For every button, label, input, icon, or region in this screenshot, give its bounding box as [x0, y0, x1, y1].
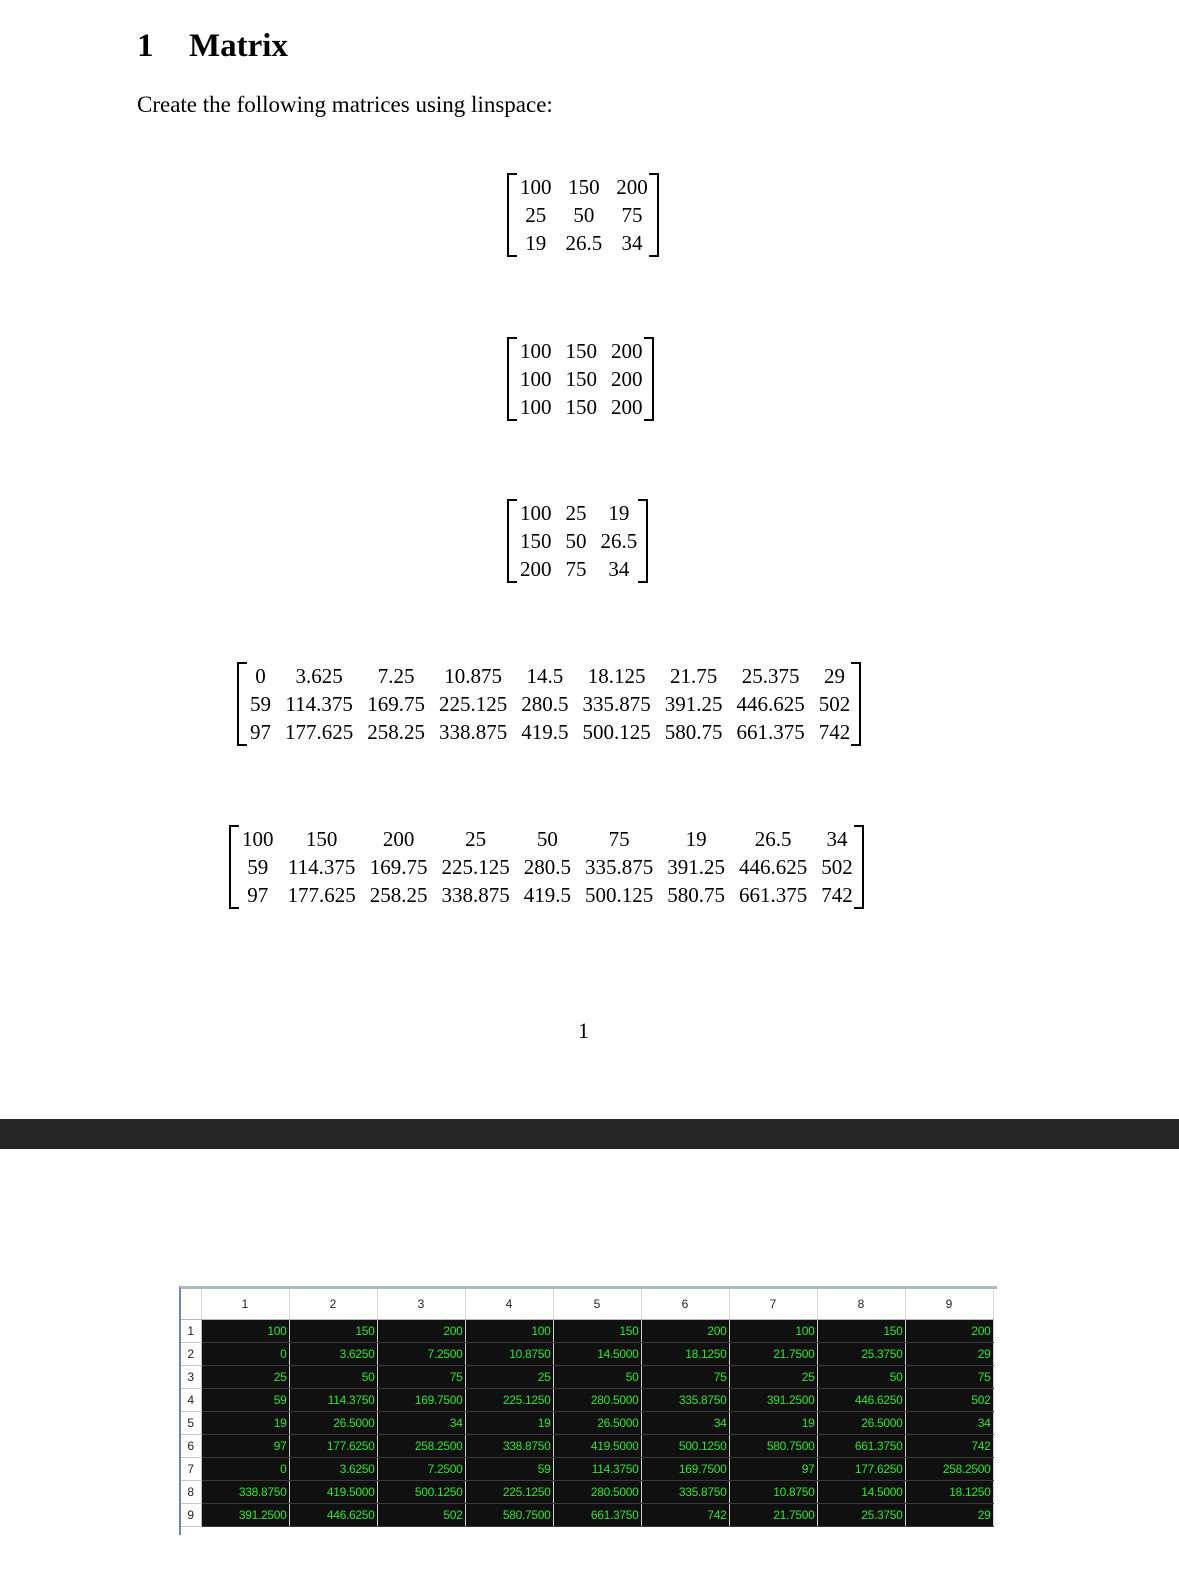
grid-cell[interactable]: 258.2500 — [377, 1435, 465, 1458]
grid-cell[interactable]: 50 — [553, 1366, 641, 1389]
matrix-entry: 97 — [247, 883, 269, 907]
grid-cell[interactable]: 150 — [553, 1320, 641, 1343]
grid-cell[interactable]: 34 — [905, 1412, 993, 1435]
grid-cell[interactable]: 0 — [201, 1343, 289, 1366]
matrix-entry: 200 — [611, 367, 643, 391]
grid-cell[interactable]: 391.2500 — [729, 1389, 817, 1412]
grid-cell[interactable]: 150 — [289, 1320, 377, 1343]
matrix-entry: 100 — [520, 501, 552, 525]
matrix-row — [518, 229, 648, 257]
grid-cell[interactable]: 25 — [201, 1366, 289, 1389]
matrix-1 — [507, 173, 659, 257]
separator-bar — [0, 1119, 1179, 1149]
grid-cell[interactable]: 225.1250 — [465, 1389, 553, 1412]
right-bracket — [644, 337, 654, 421]
matrix-entry: 50 — [536, 827, 558, 851]
spreadsheet-table — [181, 1289, 994, 1527]
grid-cell[interactable]: 150 — [817, 1320, 905, 1343]
matrix-4 — [237, 662, 861, 746]
grid-cell[interactable]: 258.2500 — [905, 1458, 993, 1481]
row-header[interactable]: 3 — [181, 1366, 201, 1389]
matrix-row — [518, 201, 648, 229]
table-row — [181, 1412, 993, 1435]
table-row — [181, 1435, 993, 1458]
matrix-entry: 75 — [608, 827, 630, 851]
matrix-row — [240, 825, 853, 853]
matrix-entry: 150 — [568, 175, 600, 199]
left-bracket — [237, 662, 247, 746]
matrix-entry: 25 — [465, 827, 487, 851]
matrix-entry: 26.5 — [600, 529, 638, 553]
grid-cell[interactable]: 742 — [641, 1504, 729, 1527]
grid-cell[interactable]: 19 — [201, 1412, 289, 1435]
left-bracket — [507, 173, 517, 257]
column-header-row — [181, 1289, 993, 1320]
matrix-5-table — [240, 825, 853, 909]
matrix-entry: 200 — [611, 339, 643, 363]
grid-cell[interactable]: 18.1250 — [641, 1343, 729, 1366]
matrix-row — [518, 365, 643, 393]
grid-cell[interactable]: 25 — [729, 1366, 817, 1389]
right-bracket — [649, 173, 659, 257]
matrix-entry: 19 — [608, 501, 630, 525]
matrix-row — [248, 662, 850, 690]
matrix-entry: 100 — [520, 395, 552, 419]
grid-cell[interactable]: 26.5000 — [817, 1412, 905, 1435]
grid-cell[interactable]: 100 — [729, 1320, 817, 1343]
section-heading — [137, 28, 288, 65]
matrix-2-table — [518, 337, 643, 421]
grid-cell[interactable]: 419.5000 — [553, 1435, 641, 1458]
column-header[interactable]: 5 — [553, 1289, 641, 1320]
matrix-entry: 258.25 — [367, 720, 425, 744]
grid-cell[interactable]: 169.7500 — [641, 1458, 729, 1481]
column-header[interactable]: 7 — [729, 1289, 817, 1320]
grid-cell[interactable]: 7.2500 — [377, 1343, 465, 1366]
grid-cell[interactable]: 50 — [289, 1366, 377, 1389]
matrix-entry: 280.5 — [521, 692, 569, 716]
matrix-entry: 75 — [565, 557, 587, 581]
matrix-entry: 10.875 — [444, 664, 502, 688]
grid-cell[interactable]: 19 — [465, 1412, 553, 1435]
table-row — [181, 1389, 993, 1412]
grid-cell[interactable]: 580.7500 — [465, 1504, 553, 1527]
matrix-row — [518, 173, 648, 201]
matrix-2 — [507, 337, 654, 421]
matrix-entry: 177.625 — [285, 720, 354, 744]
grid-cell[interactable]: 7.2500 — [377, 1458, 465, 1481]
matrix-row — [248, 690, 850, 718]
grid-cell[interactable]: 200 — [905, 1320, 993, 1343]
matrix-entry: 97 — [250, 720, 271, 744]
matrix-entry: 19 — [525, 231, 547, 255]
matrix-5 — [229, 825, 864, 909]
matrix-4-table — [248, 662, 850, 746]
table-row — [181, 1504, 993, 1527]
matrix-entry: 200 — [616, 175, 648, 199]
grid-cell[interactable]: 0 — [201, 1458, 289, 1481]
matrix-3 — [507, 499, 648, 583]
grid-cell[interactable]: 18.1250 — [905, 1481, 993, 1504]
grid-cell[interactable]: 34 — [377, 1412, 465, 1435]
table-row — [181, 1343, 993, 1366]
row-header[interactable]: 1 — [181, 1320, 201, 1343]
grid-cell[interactable]: 502 — [377, 1504, 465, 1527]
matrix-entry: 500.125 — [582, 720, 651, 744]
matrix-entry: 25 — [565, 501, 587, 525]
matrix-entry: 446.625 — [739, 855, 808, 879]
corner-cell — [181, 1289, 201, 1320]
matrix-entry: 50 — [573, 203, 595, 227]
matrix-entry: 338.875 — [441, 883, 510, 907]
grid-cell[interactable]: 10.8750 — [465, 1343, 553, 1366]
page-number: 1 — [578, 1018, 589, 1043]
matrix-entry: 19 — [685, 827, 707, 851]
matrix-entry: 114.375 — [285, 692, 353, 716]
matrix-entry: 26.5 — [754, 827, 792, 851]
matrix-entry: 419.5 — [523, 883, 571, 907]
matrix-entry: 29 — [824, 664, 845, 688]
matrix-entry: 59 — [247, 855, 269, 879]
variable-editor-grid[interactable] — [179, 1286, 997, 1535]
matrix-entry: 34 — [621, 231, 643, 255]
grid-cell[interactable]: 19 — [729, 1412, 817, 1435]
grid-cell[interactable]: 114.3750 — [289, 1389, 377, 1412]
matrix-entry: 34 — [608, 557, 630, 581]
matrix-entry: 742 — [818, 720, 851, 744]
grid-cell[interactable]: 97 — [729, 1458, 817, 1481]
matrix-entry: 419.5 — [521, 720, 569, 744]
grid-cell[interactable]: 500.1250 — [641, 1435, 729, 1458]
grid-cell[interactable]: 446.6250 — [289, 1504, 377, 1527]
matrix-entry: 25 — [525, 203, 547, 227]
matrix-entry: 225.125 — [439, 692, 508, 716]
matrix-entry: 0 — [255, 664, 266, 688]
matrix-entry: 150 — [520, 529, 552, 553]
grid-cell[interactable]: 25 — [465, 1366, 553, 1389]
matrix-entry: 580.75 — [664, 720, 723, 744]
grid-cell[interactable]: 10.8750 — [729, 1481, 817, 1504]
matrix-entry: 150 — [565, 395, 597, 419]
section-title: Matrix — [189, 28, 288, 64]
grid-cell[interactable]: 75 — [905, 1366, 993, 1389]
spreadsheet-body — [181, 1320, 993, 1527]
matrix-entry: 59 — [250, 692, 271, 716]
matrix-3-table — [518, 499, 637, 583]
grid-cell[interactable]: 280.5000 — [553, 1481, 641, 1504]
grid-cell[interactable]: 21.7500 — [729, 1504, 817, 1527]
grid-cell[interactable]: 100 — [465, 1320, 553, 1343]
matrix-entry: 335.875 — [582, 692, 651, 716]
grid-cell[interactable]: 3.6250 — [289, 1458, 377, 1481]
grid-cell[interactable]: 14.5000 — [817, 1481, 905, 1504]
grid-cell[interactable]: 75 — [641, 1366, 729, 1389]
grid-cell[interactable]: 446.6250 — [817, 1389, 905, 1412]
grid-cell[interactable]: 29 — [905, 1504, 993, 1527]
grid-cell[interactable]: 391.2500 — [201, 1504, 289, 1527]
matrix-row — [518, 337, 643, 365]
matrix-entry: 177.625 — [287, 883, 356, 907]
table-row — [181, 1481, 993, 1504]
matrix-row — [518, 555, 637, 583]
grid-cell[interactable]: 502 — [905, 1389, 993, 1412]
column-header[interactable]: 4 — [465, 1289, 553, 1320]
matrix-entry: 114.375 — [287, 855, 356, 879]
grid-cell[interactable]: 177.6250 — [817, 1458, 905, 1481]
grid-cell[interactable]: 177.6250 — [289, 1435, 377, 1458]
grid-cell[interactable]: 21.7500 — [729, 1343, 817, 1366]
matrix-entry: 580.75 — [667, 883, 725, 907]
matrix-row — [240, 853, 853, 881]
table-row — [181, 1366, 993, 1389]
grid-cell[interactable]: 3.6250 — [289, 1343, 377, 1366]
section-number: 1 — [137, 28, 154, 64]
grid-cell[interactable]: 25.3750 — [817, 1504, 905, 1527]
column-header[interactable]: 3 — [377, 1289, 465, 1320]
matrix-entry: 14.5 — [526, 664, 564, 688]
row-header[interactable]: 9 — [181, 1504, 201, 1527]
column-header[interactable]: 6 — [641, 1289, 729, 1320]
grid-cell[interactable]: 200 — [377, 1320, 465, 1343]
grid-cell[interactable]: 661.3750 — [553, 1504, 641, 1527]
matrix-row — [240, 881, 853, 909]
intro-text: Create the following matrices using linspace: — [137, 92, 553, 117]
matrix-entry: 502 — [821, 855, 853, 879]
column-header[interactable]: 2 — [289, 1289, 377, 1320]
matrix-entry: 661.375 — [736, 720, 805, 744]
column-header[interactable]: 8 — [817, 1289, 905, 1320]
matrix-entry: 225.125 — [441, 855, 510, 879]
grid-cell[interactable]: 500.1250 — [377, 1481, 465, 1504]
matrix-entry: 18.125 — [587, 664, 646, 688]
matrix-entry: 742 — [821, 883, 853, 907]
matrix-entry: 500.125 — [585, 883, 654, 907]
matrix-entry: 391.25 — [664, 692, 723, 716]
matrix-row — [518, 527, 637, 555]
matrix-entry: 50 — [565, 529, 587, 553]
matrix-entry: 391.25 — [667, 855, 725, 879]
matrix-row — [248, 718, 850, 746]
matrix-1-table — [518, 173, 648, 257]
grid-cell[interactable]: 97 — [201, 1435, 289, 1458]
matrix-entry: 3.625 — [295, 664, 343, 688]
right-bracket — [638, 499, 648, 583]
matrix-entry: 258.25 — [369, 883, 428, 907]
matrix-entry: 100 — [520, 367, 552, 391]
matrix-entry: 75 — [621, 203, 643, 227]
matrix-row — [518, 393, 643, 421]
row-header[interactable]: 4 — [181, 1389, 201, 1412]
grid-cell[interactable]: 338.8750 — [201, 1481, 289, 1504]
grid-cell[interactable]: 280.5000 — [553, 1389, 641, 1412]
grid-cell[interactable]: 661.3750 — [817, 1435, 905, 1458]
grid-cell[interactable]: 335.8750 — [641, 1389, 729, 1412]
left-bracket — [507, 337, 517, 421]
grid-cell[interactable]: 200 — [641, 1320, 729, 1343]
matrix-entry: 200 — [520, 557, 552, 581]
grid-cell[interactable]: 100 — [201, 1320, 289, 1343]
grid-cell[interactable]: 26.5000 — [553, 1412, 641, 1435]
matrix-entry: 338.875 — [439, 720, 508, 744]
table-row — [181, 1320, 993, 1343]
row-header[interactable]: 6 — [181, 1435, 201, 1458]
column-header[interactable]: 9 — [905, 1289, 993, 1320]
row-header[interactable]: 8 — [181, 1481, 201, 1504]
column-header[interactable]: 1 — [201, 1289, 289, 1320]
matrix-entry: 26.5 — [565, 231, 603, 255]
matrix-entry: 200 — [611, 395, 643, 419]
matrix-entry: 200 — [382, 827, 415, 851]
grid-cell[interactable]: 25.3750 — [817, 1343, 905, 1366]
grid-cell[interactable]: 59 — [201, 1389, 289, 1412]
matrix-entry: 25.375 — [741, 664, 800, 688]
matrix-entry: 150 — [565, 367, 597, 391]
row-header[interactable]: 7 — [181, 1458, 201, 1481]
grid-cell[interactable]: 50 — [817, 1366, 905, 1389]
right-bracket — [851, 662, 861, 746]
grid-cell[interactable]: 335.8750 — [641, 1481, 729, 1504]
matrix-entry: 502 — [818, 692, 851, 716]
grid-cell[interactable]: 225.1250 — [465, 1481, 553, 1504]
matrix-entry: 100 — [242, 827, 274, 851]
matrix-entry: 446.625 — [736, 692, 805, 716]
right-bracket — [854, 825, 864, 909]
grid-cell[interactable]: 580.7500 — [729, 1435, 817, 1458]
row-header[interactable]: 5 — [181, 1412, 201, 1435]
matrix-entry: 7.25 — [377, 664, 415, 688]
matrix-entry: 169.75 — [367, 692, 425, 716]
grid-cell[interactable]: 26.5000 — [289, 1412, 377, 1435]
left-bracket — [507, 499, 517, 583]
grid-cell[interactable]: 29 — [905, 1343, 993, 1366]
matrix-entry: 280.5 — [523, 855, 571, 879]
grid-cell[interactable]: 742 — [905, 1435, 993, 1458]
grid-cell[interactable]: 75 — [377, 1366, 465, 1389]
matrix-entry: 335.875 — [585, 855, 654, 879]
matrix-entry: 34 — [826, 827, 848, 851]
matrix-entry: 100 — [520, 175, 552, 199]
grid-cell[interactable]: 169.7500 — [377, 1389, 465, 1412]
grid-cell[interactable]: 419.5000 — [289, 1481, 377, 1504]
matrix-entry: 21.75 — [670, 664, 718, 688]
grid-cell[interactable]: 338.8750 — [465, 1435, 553, 1458]
grid-cell[interactable]: 114.3750 — [553, 1458, 641, 1481]
matrix-entry: 169.75 — [369, 855, 428, 879]
row-header[interactable]: 2 — [181, 1343, 201, 1366]
grid-cell[interactable]: 14.5000 — [553, 1343, 641, 1366]
matrix-entry: 150 — [565, 339, 597, 363]
matrix-entry: 150 — [305, 827, 338, 851]
grid-cell[interactable]: 34 — [641, 1412, 729, 1435]
matrix-entry: 661.375 — [739, 883, 808, 907]
grid-cell[interactable]: 59 — [465, 1458, 553, 1481]
left-bracket — [229, 825, 239, 909]
matrix-row — [518, 499, 637, 527]
table-row — [181, 1458, 993, 1481]
matrix-entry: 100 — [520, 339, 552, 363]
